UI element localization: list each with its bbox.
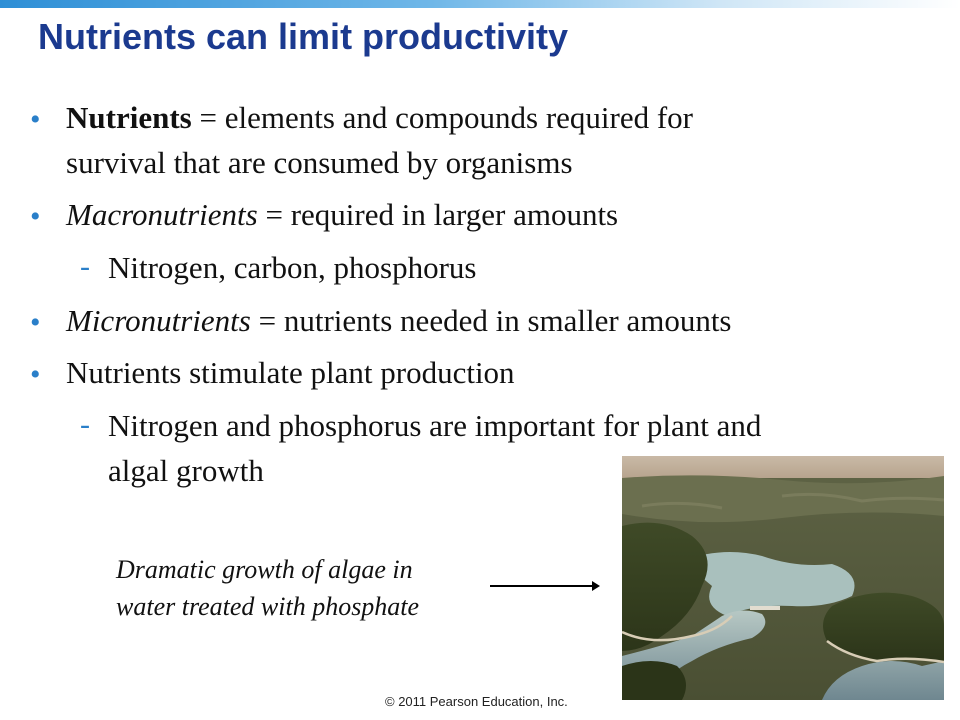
sub-bullet-macronutrient-examples: Nitrogen, carbon, phosphorus bbox=[108, 250, 477, 285]
sub-bullet-dash: - bbox=[80, 250, 90, 283]
definition-nutrients: = elements and compounds required for bbox=[191, 100, 694, 135]
term-nutrients: Nutrients bbox=[66, 100, 192, 135]
aerial-lake-photo bbox=[622, 456, 944, 700]
definition-micronutrients: = nutrients needed in smaller amounts bbox=[250, 303, 732, 338]
sub-bullet-growth-line1: Nitrogen and phosphorus are important for plant and bbox=[108, 408, 762, 443]
definition-macronutrients: = required in larger amounts bbox=[257, 197, 619, 232]
bullet-marker: • bbox=[30, 358, 41, 391]
bullet-plant-production: Nutrients stimulate plant production bbox=[66, 355, 515, 390]
term-macronutrients: Macronutrients bbox=[66, 197, 258, 232]
term-micronutrients: Micronutrients bbox=[66, 303, 251, 338]
bullet-nutrients-line1 bbox=[66, 100, 693, 136]
bullet-marker: • bbox=[30, 103, 41, 136]
slide-title: Nutrients can limit productivity bbox=[38, 16, 569, 57]
bullet-marker: • bbox=[30, 200, 41, 233]
bullet-marker: • bbox=[30, 306, 41, 339]
copyright-notice: © 2011 Pearson Education, Inc. bbox=[385, 694, 568, 709]
caption-arrow bbox=[488, 578, 602, 594]
photo-caption-line1: Dramatic growth of algae in bbox=[116, 555, 413, 584]
bullet-macronutrients bbox=[66, 197, 618, 233]
sub-bullet-growth-line2: algal growth bbox=[108, 453, 264, 488]
sub-bullet-dash: - bbox=[80, 408, 90, 441]
photo-caption-line2: water treated with phosphate bbox=[116, 592, 420, 621]
bullet-nutrients-line2: survival that are consumed by organisms bbox=[66, 145, 573, 180]
top-gradient-bar bbox=[0, 0, 960, 8]
bullet-micronutrients bbox=[66, 303, 732, 339]
